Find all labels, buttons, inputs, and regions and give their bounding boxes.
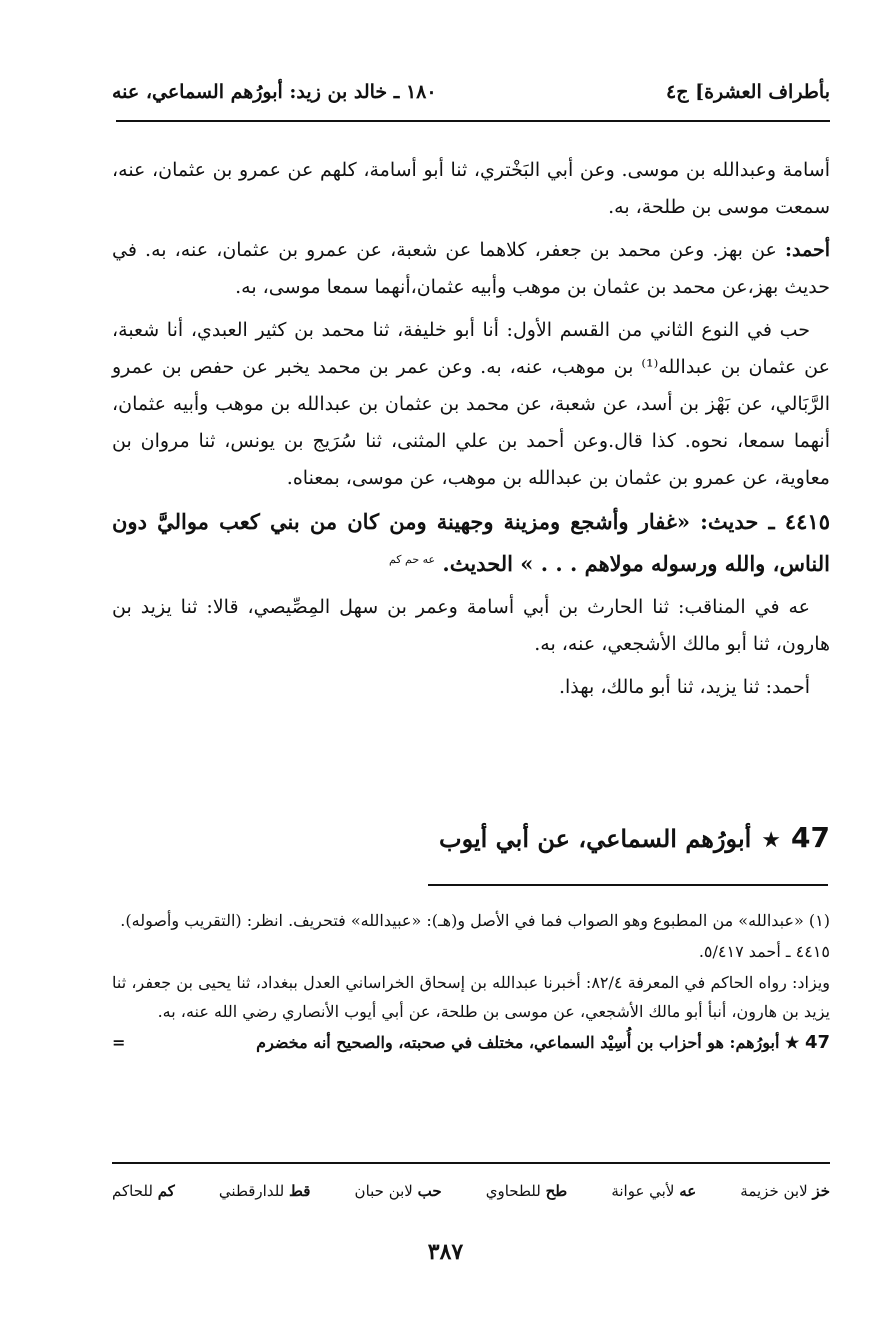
abbreviation-item: خز لابن خزيمة: [740, 1182, 830, 1200]
page-number: ٣٨٧: [427, 1239, 464, 1265]
chapter-heading: [402, 814, 830, 865]
continuation-mark: =: [112, 1033, 126, 1052]
paragraph-ahmad-lead: أحمد:: [785, 239, 830, 261]
paragraph-ahmad: [112, 232, 830, 306]
footnote-4415: ٤٤١٥ ـ أحمد ٥/٤١٧.: [698, 942, 830, 961]
hadith-4415-text: ٤٤١٥ ـ حديث: «غفار وأشجع ومزينة وجهينة ومن كان من بني كعب مواليَّ دون الناس، والله ورسوله مولاهم . . . » الحديث.: [112, 509, 830, 576]
footnote-biography-text: أبورُهم: هو أحزاب بن أُسِيْد السماعي، مختلف في صحبته، والصحيح أنه مخضرم: [256, 1033, 780, 1052]
abbreviation-item: كم للحاكم: [112, 1182, 175, 1200]
paragraph-hibban: حب في النوع الثاني من القسم الأول: أنا أبو خليفة، ثنا محمد بن كثير العبدي، أنا شعبة، عن عثمان بن عبدالله⁽¹⁾ بن موهب، عنه، به. وعن عمر بن محمد يخبر عن حفص بن عمرو الرَّبَالي، عن بَهْز بن أسد، عن شعبة، عن محمد بن عثمان بن عبدالله بن موهب وأبيه عثمان، أنهما سمعا، نحوه. كذا قال.وعن أحمد بن علي المثنى، ثنا سُرَيج بن يونس، ثنا مروان بن معاوية، عن عمرو بن عثمان بن عبدالله بن موهب، عن موسى، بمعناه.: [112, 319, 830, 489]
star-icon: ★: [785, 1033, 800, 1052]
hadith-4415: [112, 503, 830, 583]
running-header: [112, 74, 830, 110]
footnote-addition: ويزاد: رواه الحاكم في المعرفة ٨٢/٤: أخبرنا عبدالله بن إسحاق الخراساني العدل ببغداد، ثنا يحيى بن جعفر، ثنا يزيد بن هارون، أنبأ أبو مالك الأشجعي، عن موسى بن طلحة، عن أبي أيوب الأنصاري رضي الله عنه، به.: [112, 973, 830, 1021]
bottom-divider: [112, 1162, 830, 1164]
abbreviation-item: قط للدارقطني: [218, 1182, 311, 1200]
hadith-source-codes: عه حم كم: [388, 553, 436, 566]
paragraph-ahmad-2: أحمد: ثنا يزيد، ثنا أبو مالك، بهذا.: [558, 676, 810, 698]
abbreviation-item: طح للطحاوي: [485, 1182, 568, 1200]
main-text: [112, 152, 830, 712]
abbreviation-key: [112, 1176, 830, 1206]
paragraph-ahmad-body: عن بهز. وعن محمد بن جعفر، كلاهما عن شعبة، عن عمرو بن عثمان، عنه، به. في حديث بهز،عن محمد بن عثمان بن موهب وأبيه عثمان،أنهما سمعا موسى، به.: [112, 239, 830, 298]
footnote-1: (١) «عبدالله» من المطبوع وهو الصواب فما في الأصل و(هـ): «عبيدالله» فتحريف. انظر: (التقريب وأصوله).: [120, 911, 830, 930]
paragraph-1: أسامة وعبدالله بن موسى. وعن أبي البَخْتري، ثنا أبو أسامة، كلهم عن عمرو بن عثمان، عنه، سمعت موسى بن طلحة، به.: [112, 159, 830, 218]
header-section-title: ١٨٠ ـ خالد بن زيد: أبورُهم السماعي، عنه: [112, 81, 437, 103]
abbreviation-item: حب لابن حبان: [354, 1182, 442, 1200]
abbreviation-item: عه لأبي عوانة: [611, 1182, 697, 1200]
header-divider: [116, 120, 830, 122]
header-book-title: بأطراف العشرة] ج٤: [666, 81, 830, 103]
footnote-divider: [428, 884, 828, 886]
footnote-biography-number: 47: [804, 1032, 830, 1053]
chapter-title: أبورُهم السماعي، عن أبي أيوب: [438, 824, 752, 853]
footnotes: [112, 906, 830, 1059]
star-icon: ★: [761, 828, 782, 853]
chapter-number: 47: [791, 821, 830, 854]
paragraph-manaqib: عه في المناقب: ثنا الحارث بن أبي أسامة وعمر بن سهل المِصِّيصي، قالا: ثنا يزيد بن هارون، ثنا أبو مالك الأشجعي، عنه، به.: [112, 596, 830, 655]
footnote-biography: [112, 1028, 830, 1057]
